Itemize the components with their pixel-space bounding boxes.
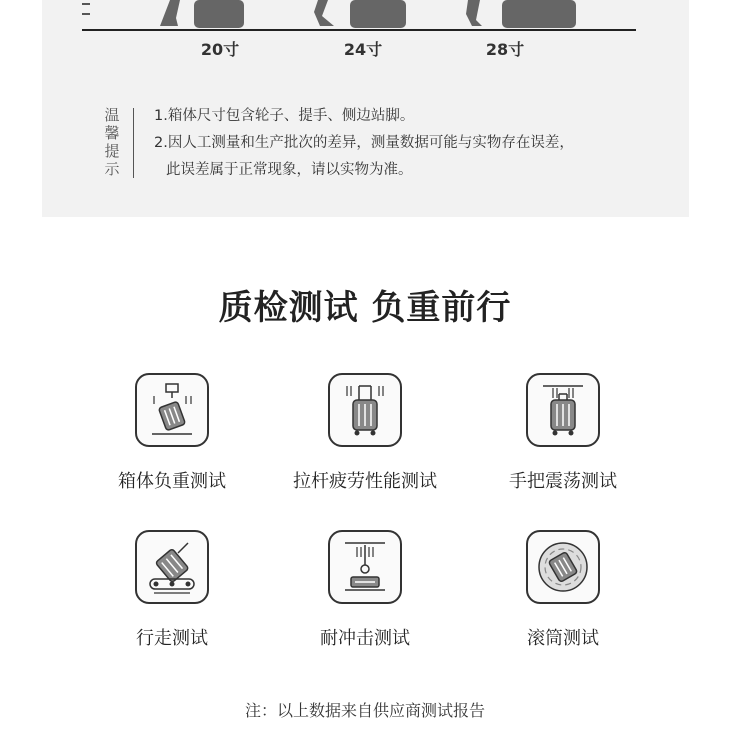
- test-item-handle-vibration: [463, 373, 663, 493]
- size-label-24: 24寸: [343, 40, 383, 59]
- test-item-walking: [72, 530, 272, 650]
- test-item-drum: [463, 530, 663, 650]
- tip-line-1: 1.箱体尺寸包含轮子、提手、侧边站脚。: [154, 108, 415, 124]
- test-label-handle-vibration: 手把震荡测试: [509, 471, 617, 492]
- luggage-size-silhouettes: [82, 0, 638, 34]
- size-label-20: 20寸: [200, 40, 240, 59]
- tips-divider: [133, 108, 134, 178]
- test-label-handle-fatigue: 拉杆疲劳性能测试: [293, 471, 437, 492]
- test-label-drum: 滚筒测试: [527, 628, 599, 649]
- test-data-footnote: 注：以上数据来自供应商测试报告: [244, 701, 485, 720]
- test-label-walking: 行走测试: [136, 628, 208, 649]
- size-info-panel: [42, 0, 689, 217]
- test-item-weight: [72, 373, 272, 493]
- weight-test-icon: [135, 373, 209, 447]
- tips-title: 温馨提示: [104, 106, 120, 178]
- impact-test-icon: [328, 530, 402, 604]
- test-label-weight: 箱体负重测试: [118, 471, 226, 492]
- tip-line-3: 此误差属于正常现象，请以实物为准。: [166, 162, 413, 178]
- drum-test-icon: [526, 530, 600, 604]
- test-item-handle-fatigue: [265, 373, 465, 493]
- handle-vibration-icon: [526, 373, 600, 447]
- handle-fatigue-icon: [328, 373, 402, 447]
- test-item-impact: [265, 530, 465, 650]
- tip-line-2: 2.因人工测量和生产批次的差异，测量数据可能与实物存在误差，: [154, 135, 574, 151]
- test-label-impact: 耐冲击测试: [320, 628, 410, 649]
- walking-test-icon: [135, 530, 209, 604]
- tips-list: [154, 103, 574, 184]
- quality-section-title: 质检测试 负重前行: [218, 288, 512, 328]
- size-label-28: 28寸: [485, 40, 525, 59]
